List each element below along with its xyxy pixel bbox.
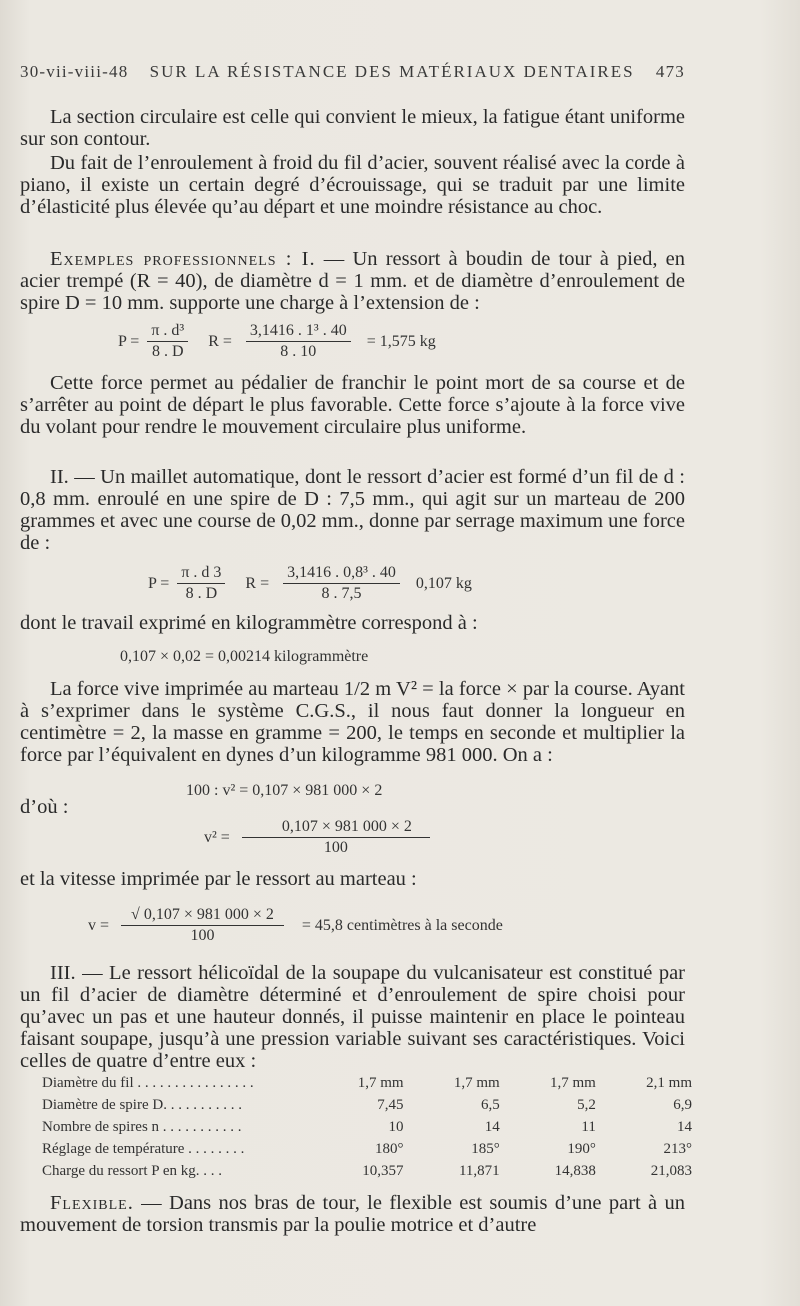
paragraph-2: Du fait de l’enroulement à froid du fil d’acier, souvent réalisé avec la corde à piano, il existe un certain degré d’écrouissage, qui se traduit par une limite d’élasticité plus élevée qu’au départ et une moindre résistance au choc. <box>20 152 685 218</box>
formula-2: P = $\frac{\pi . d 3}{8 . D}$ R = $\frac{\text{3,1416 . 0,8³ . 40}}{8 . 7,5}$ 0,107 kg <box>148 564 472 602</box>
row-label: Réglage de température . . . . . . . . <box>42 1140 245 1157</box>
table-cell: 5,2 <box>577 1096 596 1113</box>
table-row <box>42 1116 692 1138</box>
formula-3: 0,107 × 0,02 = 0,00214 kilogrammètre <box>120 648 369 665</box>
table-row <box>42 1138 692 1160</box>
paragraph-9: et la vitesse imprimée par le ressort au marteau : <box>20 868 417 890</box>
table-row <box>42 1094 692 1116</box>
table-row <box>42 1072 692 1094</box>
table-cell: 7,45 <box>377 1096 404 1113</box>
paragraph-8: d’où : <box>20 796 69 818</box>
paragraph-4: Cette force permet au pédalier de franchir le point mort de sa course et de s’arrêter au point de départ le plus favorable. Cette force s’ajoute à la force vive du volant pour rendre le mouvement circulaire plus uniforme. <box>20 372 685 438</box>
row-label: Diamètre de spire D. . . . . . . . . . . <box>42 1096 242 1113</box>
running-header <box>20 62 685 82</box>
spring-characteristics-table <box>42 1072 692 1182</box>
paragraph-6: dont le travail exprimé en kilogrammètre correspond à : <box>20 612 478 634</box>
table-cell: 14 <box>484 1118 500 1135</box>
formula-6: v = $\frac{√ 0,107 \times 981 000 \times 2}{100}$ = 45,8 centimètres à la seconde <box>88 906 503 944</box>
row-label: Charge du ressort P en kg. . . . <box>42 1162 222 1179</box>
table-cell: 10 <box>388 1118 404 1135</box>
table-cell: 213° <box>663 1140 692 1157</box>
page-number: 473 <box>655 62 685 81</box>
table-cell: 6,5 <box>480 1096 500 1113</box>
table-cell: 190° <box>567 1140 596 1157</box>
paragraph-11: Flexible. — Dans nos bras de tour, le flexible est soumis d’une part à un mouvement de torsion transmis par la poulie motrice et d’autre <box>20 1192 685 1236</box>
table-cell: 10,357 <box>362 1162 404 1179</box>
table-cell: 6,9 <box>673 1096 692 1113</box>
section-heading-flexible: Flexible. <box>50 1192 134 1214</box>
table-cell: 21,083 <box>650 1162 692 1179</box>
table-cell: 180° <box>375 1140 404 1157</box>
table-cell: 14 <box>677 1118 692 1135</box>
paragraph-3: Exemples professionnels : I. — Un ressort à boudin de tour à pied, en acier trempé (R = 40), de diamètre d = 1 mm. et de diamètre d’enroulement de spire D = 10 mm. supporte une charge à l’extension de : <box>20 248 686 314</box>
formula-4: 100 : v² = 0,107 × 981 000 × 2 <box>186 782 383 799</box>
formula-1: P = $\frac{\text{π . d³}}{8 . D}$ R = $\frac{\text{3,1416 . 1³ . 40}}{8 . 10}$ = 1,575 kg <box>118 322 436 360</box>
table-cell: 1,7 mm <box>357 1074 404 1091</box>
row-label: Nombre de spires n . . . . . . . . . . . <box>42 1118 242 1135</box>
running-title: SUR LA RÉSISTANCE DES MATÉRIAUX DENTAIRES <box>149 62 635 81</box>
table-row <box>42 1160 692 1182</box>
paragraph-7: La force vive imprimée au marteau 1/2 m V² = la force × par la course. Ayant à s’exprimer dans le système C.G.S., il nous faut donner la longueur en centimètre = 2, la masse en gramme = 200, le temps en seconde et multiplier la force par l’équivalent en dynes d’un kilogramme 981 000. On a : <box>20 678 685 766</box>
paragraph-1: La section circulaire est celle qui convient le mieux, la fatigue étant uniforme sur son contour. <box>20 106 685 150</box>
table-cell: 11,871 <box>458 1162 500 1179</box>
table-cell: 1,7 mm <box>453 1074 500 1091</box>
formula-5: v² = $\frac{0,107 \times 981 000 \times 2}{100}$ <box>204 818 438 857</box>
table-cell: 14,838 <box>554 1162 596 1179</box>
paragraph-5: II. — Un maillet automatique, dont le ressort d’acier est formé d’un fil de d : 0,8 mm. enroulé en une spire de D : 7,5 mm., qui agit sur un marteau de 200 grammes et avec une course de 0,02 mm., donne par serrage maximum une force de : <box>20 466 685 554</box>
row-label: Diamètre du fil . . . . . . . . . . . . . . . . <box>42 1074 254 1091</box>
table-cell: 1,7 mm <box>549 1074 596 1091</box>
table-cell: 11 <box>581 1118 596 1135</box>
table-cell: 2,1 mm <box>646 1074 692 1091</box>
section-heading: Exemples professionnels : I. <box>50 248 316 270</box>
paragraph-10: III. — Le ressort hélicoïdal de la soupape du vulcanisateur est constitué par un fil d’acier de diamètre déterminé et d’enroulement de spire choisi pour qu’avec un pas et une hauteur donnés, il puisse maintenir en place le pointeau faisant soupape, jusqu’à une pression variable suivant ses caractéristiques. Voici celles de quatre d’entre eux : <box>20 962 685 1072</box>
table-cell: 185° <box>471 1140 500 1157</box>
issue-date: 30-vii-viii-48 <box>20 62 129 81</box>
